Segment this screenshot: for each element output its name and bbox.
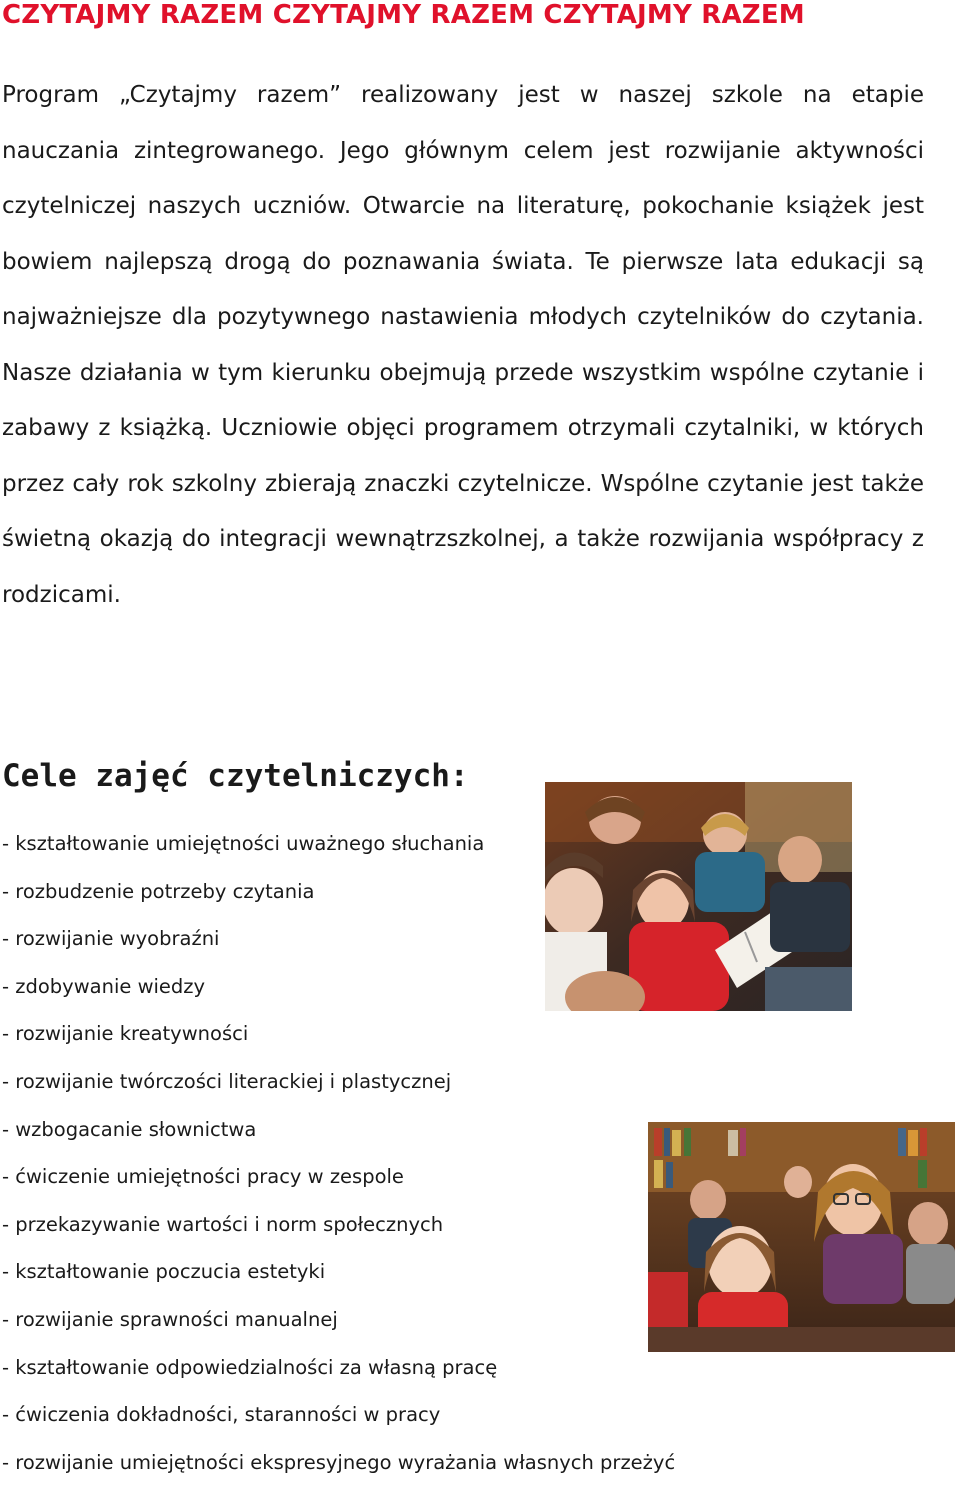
children-reading-photo [545,782,852,1011]
children-sitting-photo [648,1122,955,1352]
list-item: - rozwijanie wyobraźni [2,927,220,951]
intro-paragraph: Program „Czytajmy razem” realizowany jest w naszej szkole na etapie nauczania zintegrowanego. Jego głównym celem jest rozwijanie aktywności czytelniczej naszych uczniów. Otwarcie na literaturę, pokochanie książek jest bowiem najlepszą drogą do poznawania świata. Te pierwsze lata edukacji są najważniejsze dla pozytywnego nastawienia młodych czytelników do czytania. Nasze działania w tym kierunku obejmują przede wszystkim wspólne czytanie i zabawy z książką. Uczniowie objęci programem otrzymali czytalniki, w których przez cały rok szkolny zbierają znaczki czytelnicze. Wspólne czytanie jest także świetną okazją do integracji wewnątrzszkolnej, a także rozwijania współpracy z rodzicami. [2,82,924,608]
list-item: - kształtowanie poczucia estetyki [2,1260,326,1284]
list-item: - wzbogacanie słownictwa [2,1117,257,1141]
list-item: - zdobywanie wiedzy [2,974,206,998]
list-item: - rozbudzenie potrzeby czytania [2,879,315,903]
goals-heading: Cele zajęć czytelniczych: [2,758,469,794]
list-item: - ćwiczenie umiejętności pracy w zespole [2,1165,404,1189]
list-item: - rozwijanie kreatywności [2,1022,249,1046]
list-item: - rozwijanie twórczości literackiej i plastycznej [2,1069,452,1093]
list-item: - przekazywanie wartości i norm społecznych [2,1212,444,1236]
list-item: - kształtowanie umiejętności uważnego słuchania [2,832,485,855]
page-title: CZYTAJMY RAZEM CZYTAJMY RAZEM CZYTAJMY RAZEM [2,0,805,30]
list-item: - ćwiczenia dokładności, staranności w pracy [2,1403,441,1427]
list-item: - kształtowanie odpowiedzialności za własną pracę [2,1355,498,1379]
list-item: - rozwijanie umiejętności ekspresyjnego wyrażania własnych przeżyć [2,1450,676,1474]
list-item: - rozwijanie sprawności manualnej [2,1307,338,1331]
